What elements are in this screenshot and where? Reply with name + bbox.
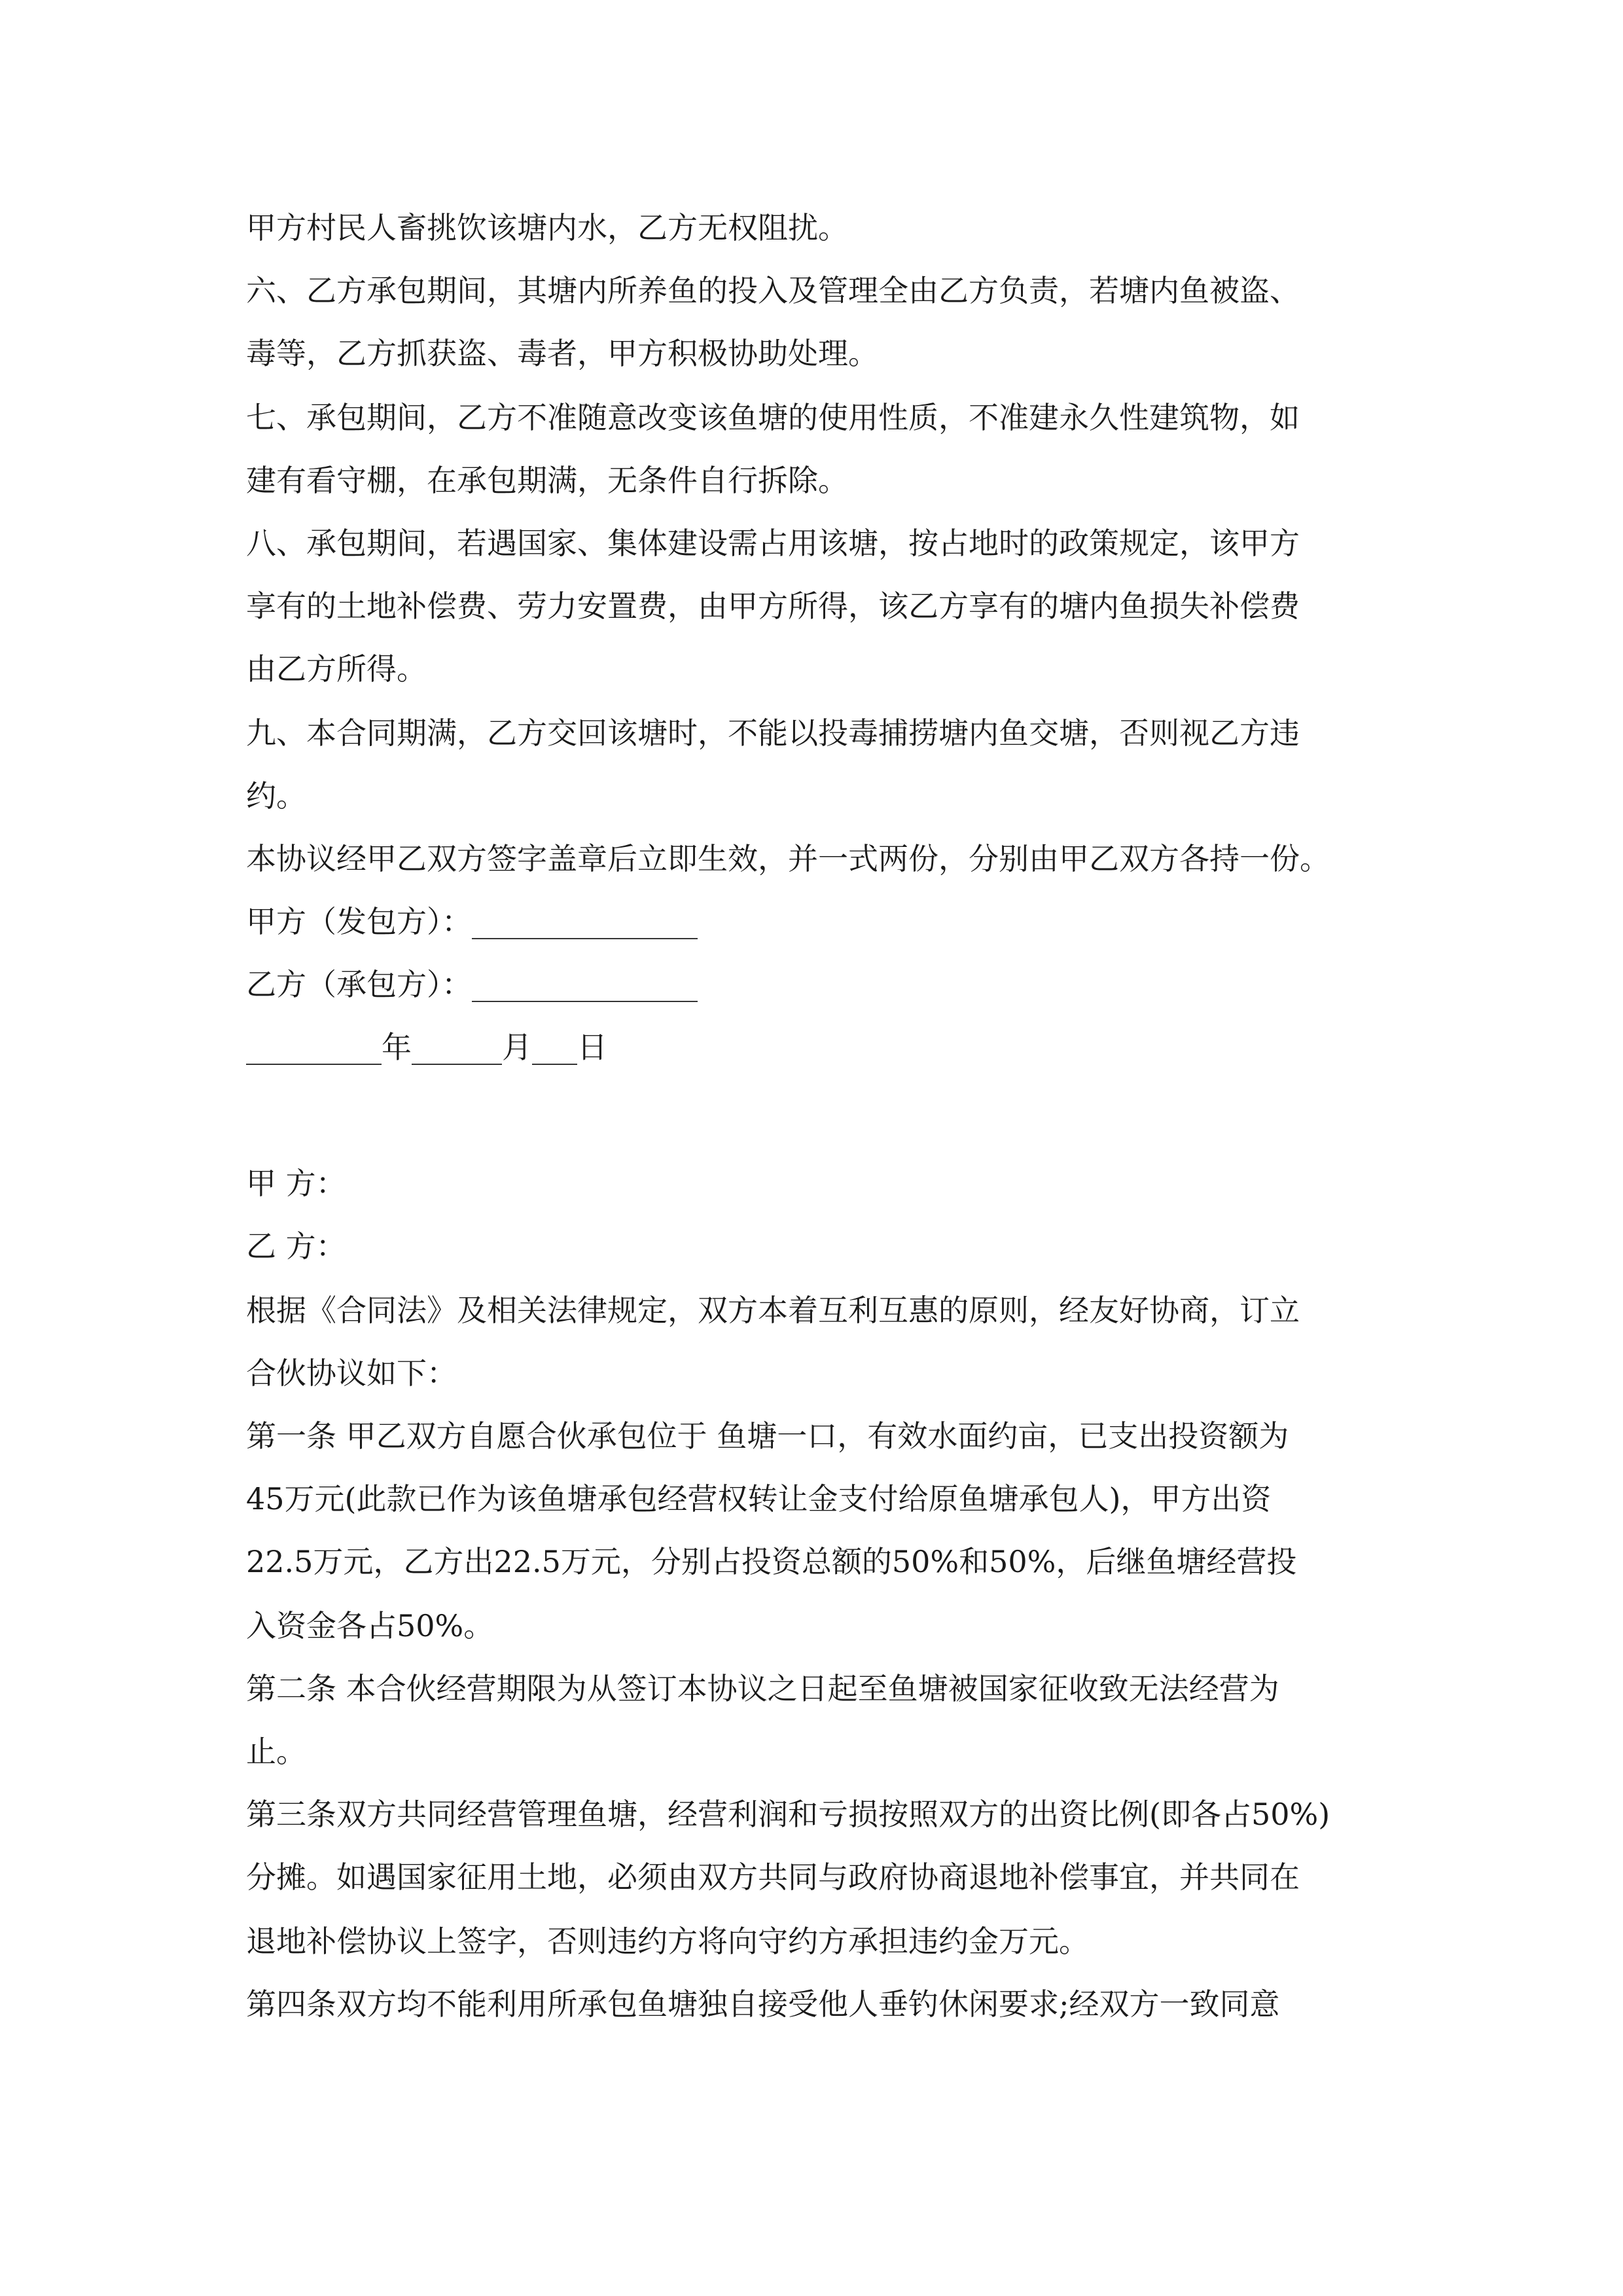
text-line: 由乙方所得。 [246, 651, 427, 687]
text-line: 甲方村民人畜挑饮该塘内水，乙方无权阻扰。 [246, 210, 848, 245]
text-line: 退地补偿协议上签字，否则违约方将向守约方承担违约金万元。 [246, 1924, 1089, 1959]
party-b-label: 乙 方： [246, 1229, 346, 1264]
text-line: 分摊。如遇国家征用土地，必须由双方共同与政府协商退地补偿事宜，并共同在 [246, 1859, 1300, 1895]
text-line: 第二条 本合伙经营期限为从签订本协议之日起至鱼塘被国家征收致无法经营为 [246, 1671, 1279, 1706]
text-line: 第一条 甲乙双方自愿合伙承包位于 鱼塘一口，有效水面约亩，已支出投资额为 [246, 1418, 1289, 1454]
text-line: 六、乙方承包期间，其塘内所养鱼的投入及管理全由乙方负责，若塘内鱼被盗、 [246, 273, 1300, 308]
text-line: 45万元(此款已作为该鱼塘承包经营权转让金支付给原鱼塘承包人)，甲方出资 [246, 1481, 1272, 1516]
text-line: 约。 [246, 778, 306, 814]
signature-line-party-b: 乙方（承包方）：_______________ [246, 967, 698, 1002]
text-line: 根据《合同法》及相关法律规定，双方本着互利互惠的原则，经友好协商，订立 [246, 1293, 1300, 1328]
signature-line-party-a: 甲方（发包方）：_______________ [246, 904, 698, 939]
text-line: 22.5万元，乙方出22.5万元，分别占投资总额的50%和50%，后继鱼塘经营投 [246, 1544, 1297, 1579]
text-line: 享有的土地补偿费、劳力安置费，由甲方所得，该乙方享有的塘内鱼损失补偿费 [246, 588, 1300, 624]
text-line: 合伙协议如下： [246, 1355, 457, 1391]
text-line: 第四条双方均不能利用所承包鱼塘独自接受他人垂钓休闲要求;经双方一致同意 [246, 1986, 1280, 2022]
date-line: _________年______月___日 [246, 1030, 607, 1065]
text-line: 七、承包期间，乙方不准随意改变该鱼塘的使用性质，不准建永久性建筑物，如 [246, 400, 1300, 435]
text-line: 八、承包期间，若遇国家、集体建设需占用该塘，按占地时的政策规定，该甲方 [246, 526, 1300, 561]
text-line: 本协议经甲乙双方签字盖章后立即生效，并一式两份，分别由甲乙双方各持一份。 [246, 841, 1330, 876]
text-line: 第三条双方共同经营管理鱼塘，经营利润和亏损按照双方的出资比例(即各占50%) [246, 1797, 1330, 1832]
text-line: 毒等，乙方抓获盗、毒者，甲方积极协助处理。 [246, 336, 878, 371]
party-a-label: 甲 方： [246, 1166, 346, 1201]
text-line: 九、本合同期满，乙方交回该塘时，不能以投毒捕捞塘内鱼交塘，否则视乙方违 [246, 715, 1300, 751]
text-line: 建有看守棚，在承包期满，无条件自行拆除。 [246, 463, 848, 498]
text-line: 入资金各占50%。 [246, 1608, 494, 1643]
text-line: 止。 [246, 1734, 306, 1769]
